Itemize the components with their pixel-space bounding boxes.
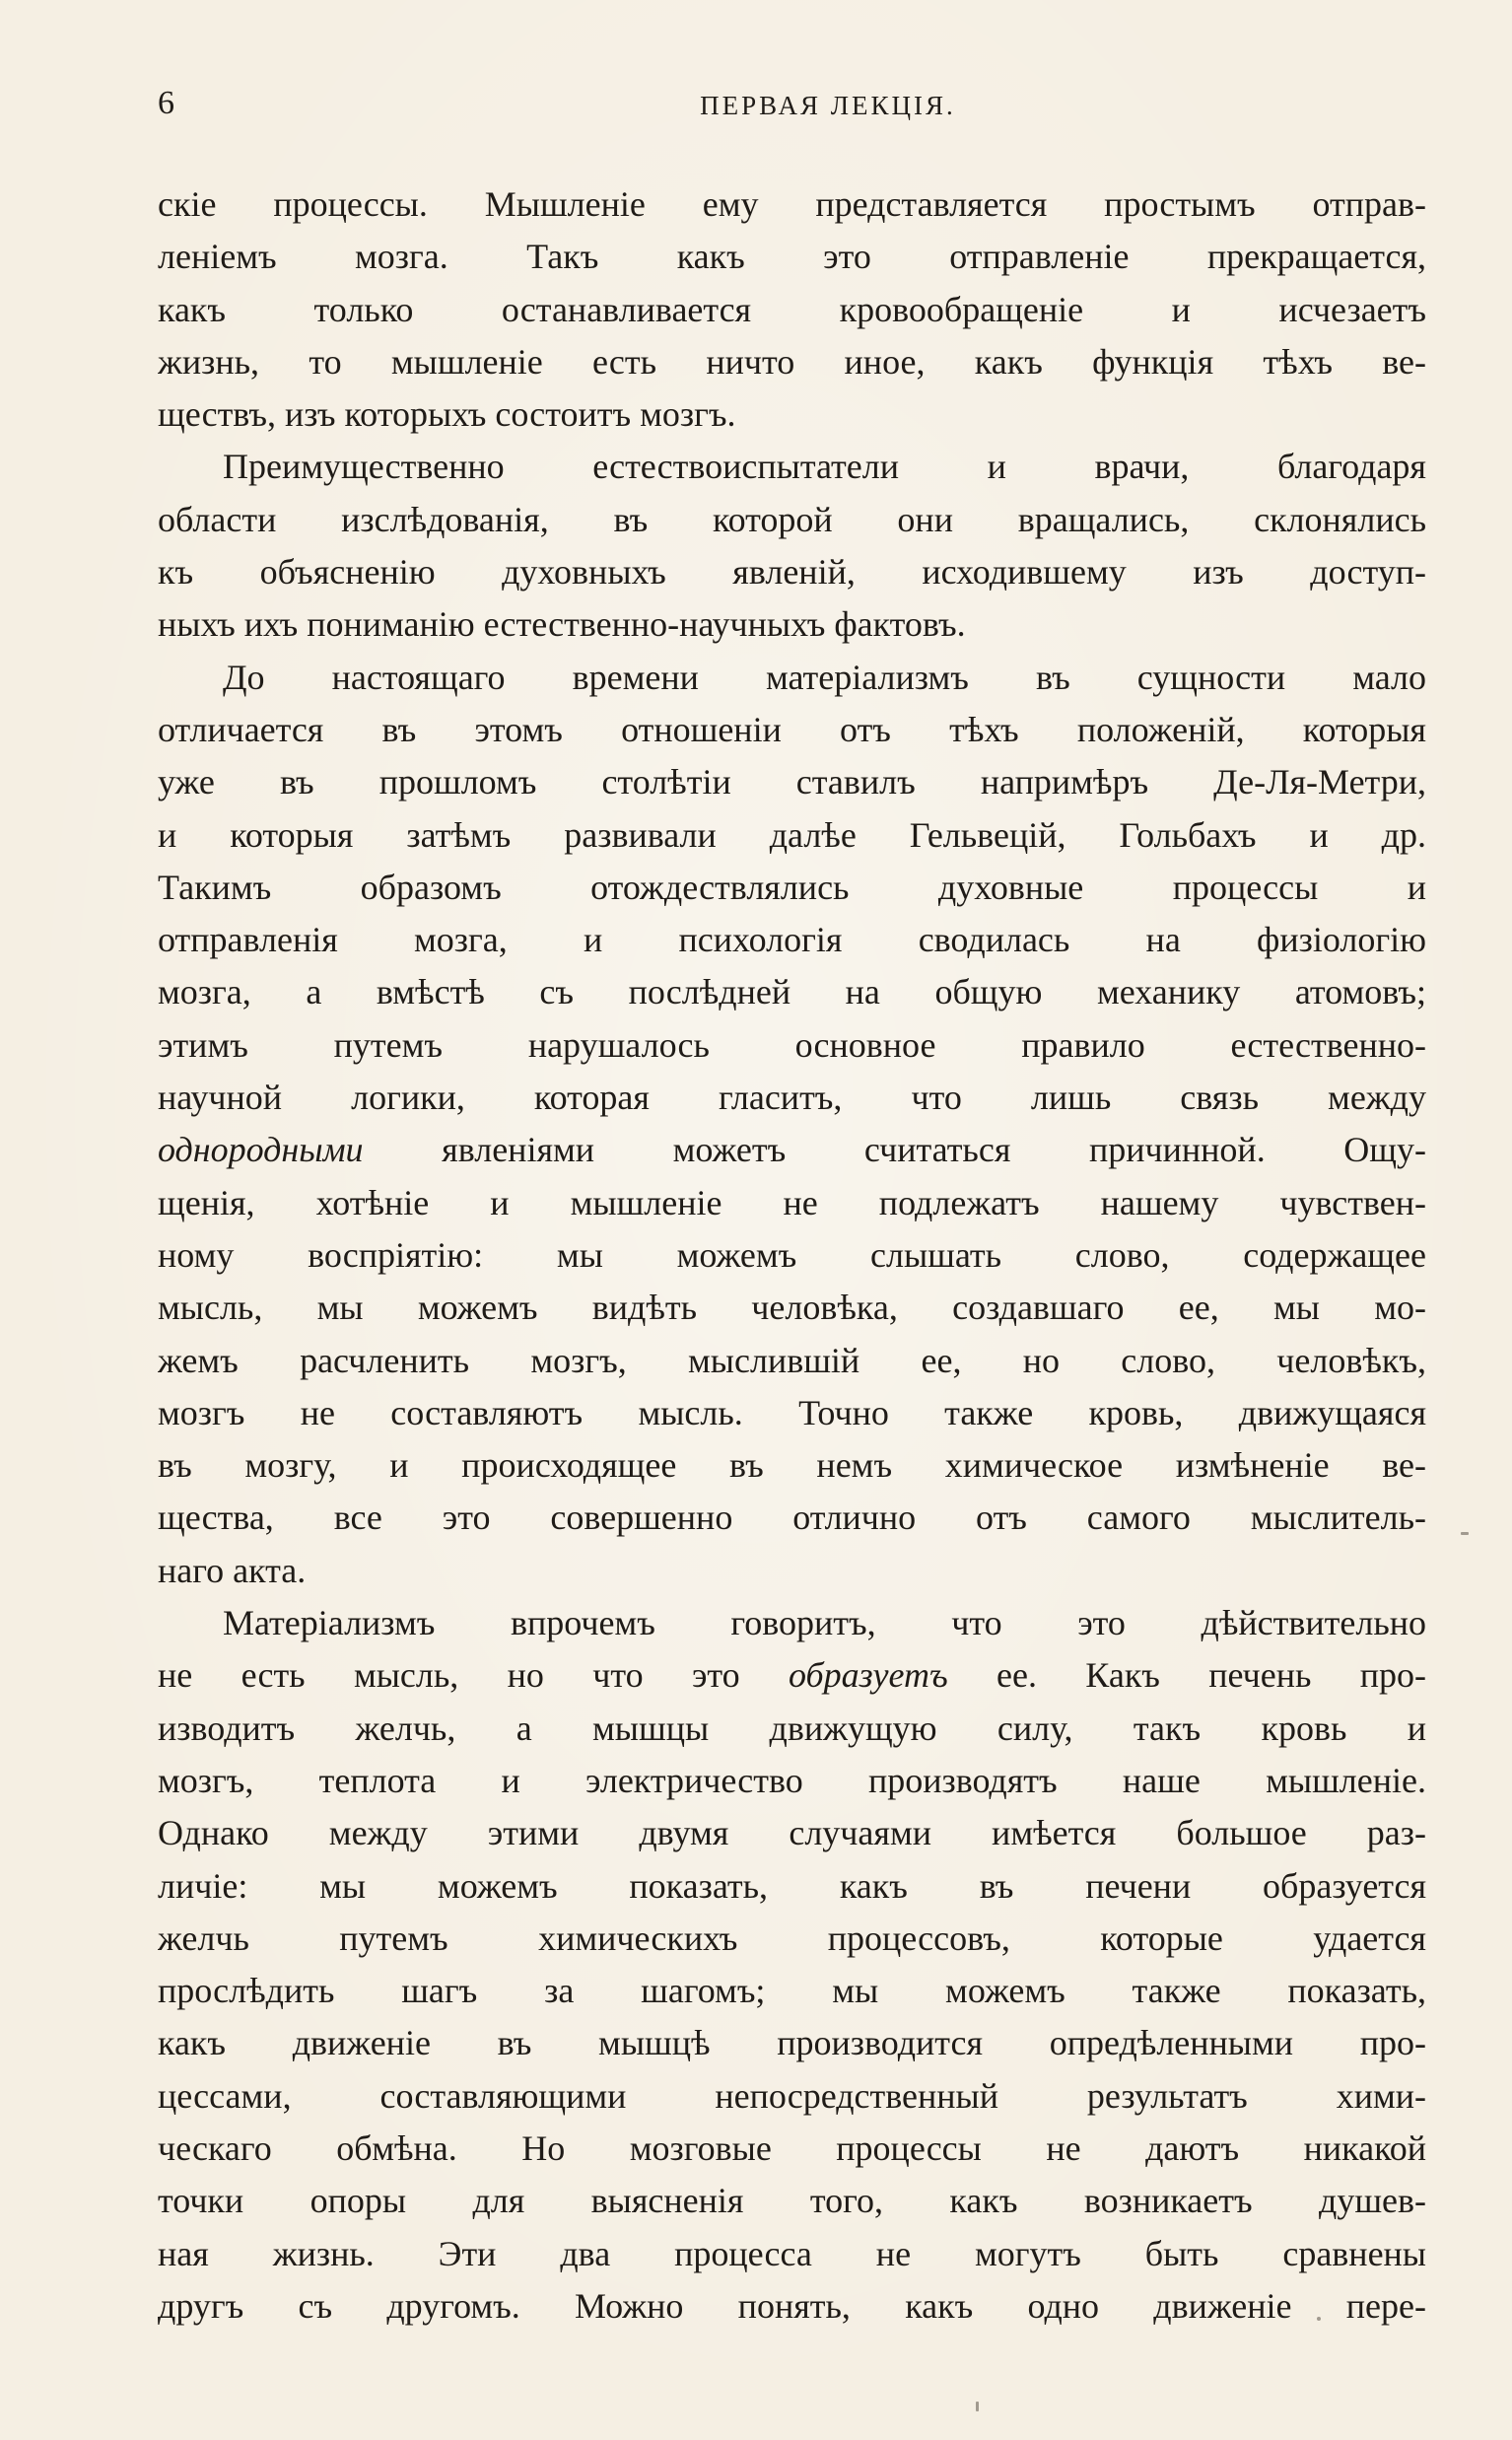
paragraph-1 bbox=[158, 178, 1426, 441]
text-line: Преимущественно естествоиспытатели и врачи, благодаря bbox=[223, 447, 1426, 487]
paragraph-4 bbox=[158, 1597, 1426, 2333]
text-line: леніемъ мозга. Такъ какъ это отправленіе прекращается, bbox=[158, 237, 1426, 277]
paragraph-3 bbox=[158, 652, 1426, 1597]
text-line: изводитъ желчь, а мышцы движущую силу, такъ кровь и bbox=[158, 1708, 1426, 1748]
body-text bbox=[158, 178, 1426, 2333]
italic-word: однородными bbox=[158, 1130, 364, 1170]
text-line: щенія, хотѣніе и мышленіе не подлежатъ нашему чувствен- bbox=[158, 1182, 1426, 1222]
text-line: наго акта. bbox=[158, 1550, 307, 1590]
text-line: мозгъ не составляютъ мысль. Точно также кровь, движущаяся bbox=[158, 1392, 1426, 1432]
text-line: области изслѣдованія, въ которой они вращались, склонялись bbox=[158, 499, 1426, 539]
text-line: и которыя затѣмъ развивали далѣе Гельвецій, Гольбахъ и др. bbox=[158, 814, 1426, 855]
text-line: этимъ путемъ нарушалось основное правило естественно- bbox=[158, 1024, 1426, 1065]
text-line: научной логики, которая гласитъ, что лишь связь между bbox=[158, 1078, 1426, 1118]
text-line: щества, все это совершенно отлично отъ самого мыслитель- bbox=[158, 1498, 1426, 1538]
text-line: личіе: мы можемъ показать, какъ въ печени образуется bbox=[158, 1865, 1426, 1906]
text-line: какъ движеніе въ мышцѣ производится опредѣленными про- bbox=[158, 2023, 1426, 2063]
text-line-with-italic: однородными явленіями можетъ считаться причинной. Ощу- bbox=[158, 1130, 1426, 1170]
text-line: ществъ, изъ которыхъ состоитъ мозгъ. bbox=[158, 394, 736, 435]
text-line: ныхъ ихъ пониманію естественно-научныхъ фактовъ. bbox=[158, 604, 966, 645]
text-line-with-italic: не есть мысль, но что это образуетъ ее. Какъ печень про- bbox=[158, 1655, 1426, 1696]
text-line: къ объясненію духовныхъ явленій, исходившему изъ доступ- bbox=[158, 552, 1426, 593]
text-line: До настоящаго времени матеріализмъ въ сущности мало bbox=[223, 657, 1426, 697]
text-line: желчь путемъ химическихъ процессовъ, которые удается bbox=[158, 1917, 1426, 1958]
page-number: 6 bbox=[158, 85, 175, 121]
text-line: какъ только останавливается кровообращеніе и исчезаетъ bbox=[158, 289, 1426, 329]
text-line: Однако между этими двумя случаями имѣется большое раз- bbox=[158, 1813, 1426, 1853]
text-line: мозгъ, теплота и электричество производятъ наше мышленіе. bbox=[158, 1760, 1426, 1800]
text-line: скіе процессы. Мышленіе ему представляется простымъ отправ- bbox=[158, 184, 1426, 224]
text-line: точки опоры для выясненія того, какъ возникаетъ душев- bbox=[158, 2181, 1426, 2221]
text-line: мозга, а вмѣстѣ съ послѣдней на общую механику атомовъ; bbox=[158, 972, 1426, 1012]
paragraph-2 bbox=[158, 441, 1426, 651]
text-line: Матеріализмъ впрочемъ говоритъ, что это дѣйствительно bbox=[223, 1603, 1426, 1643]
text-line: жемъ расчленить мозгъ, мыслившій ее, но слово, человѣкъ, bbox=[158, 1340, 1426, 1380]
italic-word: образуетъ bbox=[789, 1655, 948, 1696]
paper-speck bbox=[1461, 1532, 1469, 1535]
text-line: цессами, составляющими непосредственный результатъ хими- bbox=[158, 2075, 1426, 2116]
page-header bbox=[158, 85, 1429, 134]
text-line: другъ съ другомъ. Можно понять, какъ одно движеніе пере- bbox=[158, 2285, 1426, 2326]
text-line: ческаго обмѣна. Но мозговые процессы не даютъ никакой bbox=[158, 2127, 1426, 2168]
text-line: ному воспріятію: мы можемъ слышать слово, содержащее bbox=[158, 1234, 1426, 1275]
text-line: жизнь, то мышленіе есть ничто иное, какъ функція тѣхъ ве- bbox=[158, 341, 1426, 382]
paper-speck bbox=[1317, 2317, 1321, 2321]
text-line: въ мозгу, и происходящее въ немъ химическое измѣненіе ве- bbox=[158, 1445, 1426, 1486]
text-line: отправленія мозга, и психологія сводилась на физіологію bbox=[158, 920, 1426, 960]
paper-speck bbox=[976, 2402, 979, 2411]
text-line: отличается въ этомъ отношеніи отъ тѣхъ положеній, которыя bbox=[158, 709, 1426, 749]
text-line: мысль, мы можемъ видѣть человѣка, создавшаго ее, мы мо- bbox=[158, 1288, 1426, 1328]
text-line: уже въ прошломъ столѣтіи ставилъ напримѣръ Де-Ля-Метри, bbox=[158, 762, 1426, 802]
text-line: ная жизнь. Эти два процесса не могутъ быть сравнены bbox=[158, 2233, 1426, 2273]
text-line: прослѣдить шагъ за шагомъ; мы можемъ также показать, bbox=[158, 1971, 1426, 2011]
text-line: Такимъ образомъ отождествлялись духовные процессы и bbox=[158, 867, 1426, 907]
running-title: ПЕРВАЯ ЛЕКЦІЯ. bbox=[700, 91, 956, 120]
